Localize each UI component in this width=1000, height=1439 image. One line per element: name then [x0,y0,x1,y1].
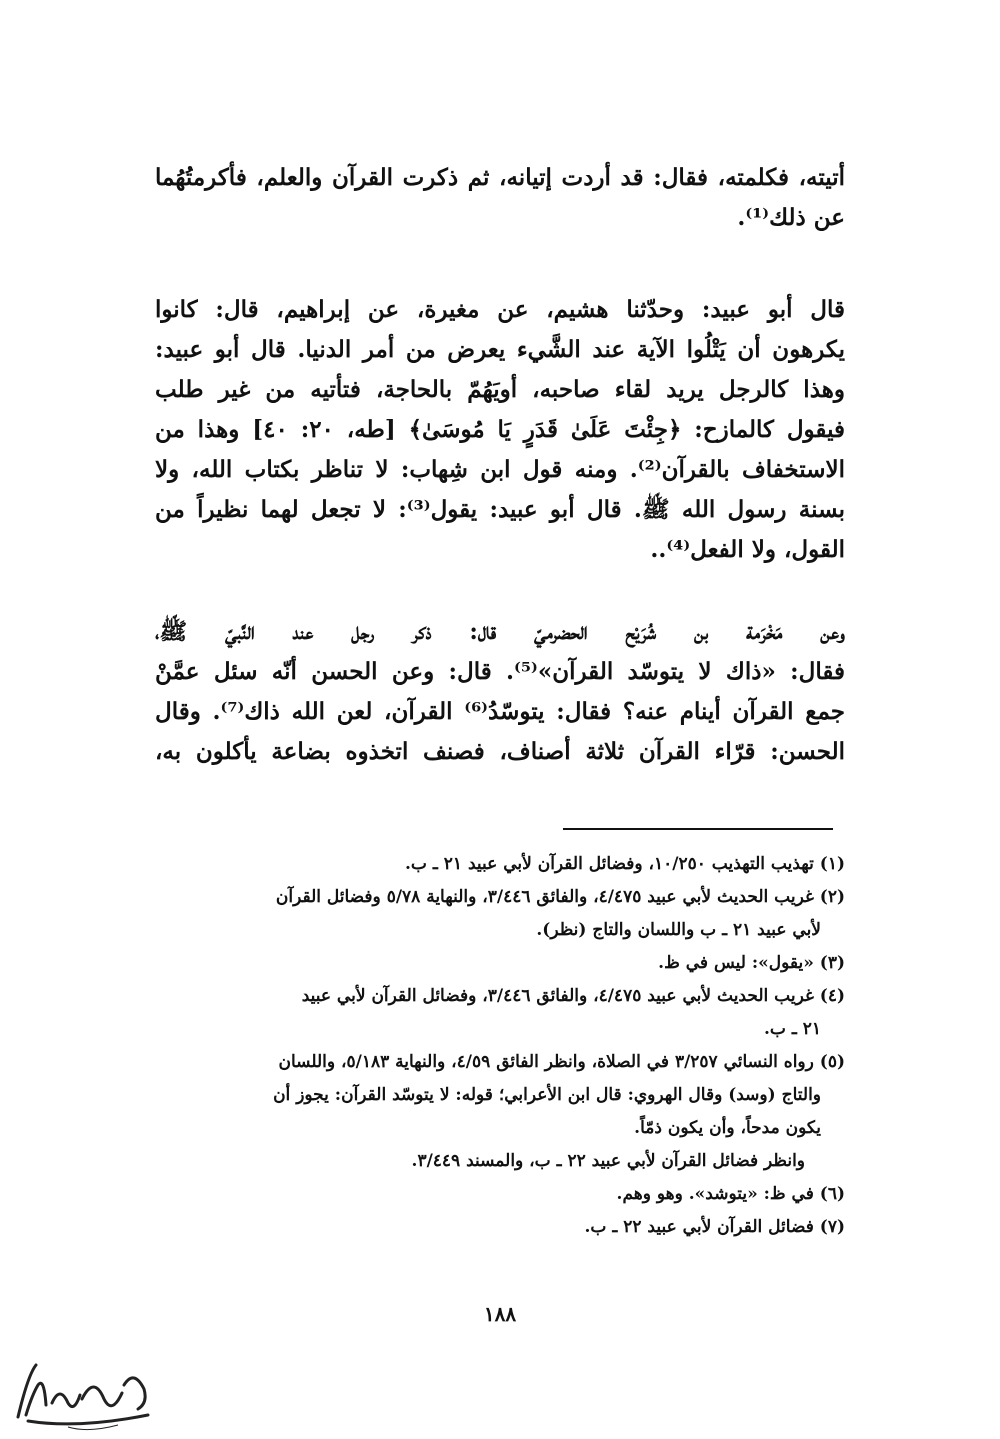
paragraph-3 [155,612,845,772]
text-line: فقال: «ذاك لا يتوسّد القرآن»⁽⁵⁾. قال: وعن الحسن أنّه سئل عمَّنْ [155,658,845,685]
text-line: فيقول كالمازح: ﴿جِئْتَ عَلَىٰ قَدَرٍ يَا مُوسَىٰ﴾ [طه، ٢٠: ٤٠] وهذا من [155,416,845,443]
text-line: وهذا كالرجل يريد لقاء صاحبه، أويَهُمّ بالحاجة، فتأتيه من غير طلب [155,376,845,403]
text-line: الاستخفاف بالقرآن⁽²⁾. ومنه قول ابن شِهاب: لا تناظر بكتاب الله، ولا [155,456,845,483]
text-line: قال أبو عبيد: وحدّثنا هشيم، عن مغيرة، عن إبراهيم، قال: كانوا [155,296,845,323]
text-line: جمع القرآن أينام عنه؟ فقال: يتوسّدُ⁽⁶⁾ القرآن، لعن الله ذاك⁽⁷⁾. وقال [155,698,845,725]
text-line: بسنة رسول الله ﷺ. قال أبو عبيد: يقول⁽³⁾: لا تجعل لهما نظيراً من [155,496,845,523]
text-line: القول، ولا الفعل⁽⁴⁾.. [650,536,845,563]
footnote-5-continued: والتاج (وسد) وقال الهروي: قال ابن الأعرابي؛ قوله: لا يتوسّد القرآن: يجوز أن [273,1085,821,1105]
text-line: الحسن: قرّاء القرآن ثلاثة أصناف، فصنف اتخذوه بضاعة يأكلون به، [155,738,845,765]
footnote-2: (٢) غريب الحديث لأبي عبيد ٤/٤٧٥، والفائق ٣/٤٤٦، والنهاية ٥/٧٨ وفضائل القرآن [275,887,845,907]
footnote-7: (٧) فضائل القرآن لأبي عبيد ٢٢ ـ ب. [584,1217,845,1237]
paragraph-2 [155,290,845,570]
footnote-4-continued: ٢١ ـ ب. [763,1019,821,1039]
footnote-6: (٦) في ظ: «يتوشد». وهو وهم. [616,1184,845,1204]
page-number: ١٨٨ [483,1302,517,1326]
footnote-4: (٤) غريب الحديث لأبي عبيد ٤/٤٧٥، والفائق ٣/٤٤٦، وفضائل القرآن لأبي عبيد [301,986,845,1006]
text-line: وعن مَخْرَمة بن شُرَيْح الحضرميّ قال: ذكر رجل عند النَّبيّ ﷺ، [155,618,845,645]
footnote-1: (١) تهذيب التهذيب ١٠/٢٥٠، وفضائل القرآن لأبي عبيد ٢١ ـ ب. [405,854,845,874]
paragraph-1 [155,158,845,238]
watermark-logo-icon [8,1355,158,1435]
footnote-5: (٥) رواه النسائي ٣/٢٥٧ في الصلاة، وانظر الفائق ٤/٥٩، والنهاية ٥/١٨٣، واللسان [278,1052,845,1072]
footnote-5-continued: وانظر فضائل القرآن لأبي عبيد ٢٢ ـ ب، والمسند ٣/٤٤٩. [411,1151,805,1171]
text-line: عن ذلك⁽¹⁾. [737,204,845,231]
text-line: يكرهون أن يَتْلُوا الآية عند الشَّيء يعرض من أمر الدنيا. قال أبو عبيد: [155,336,845,363]
footnote-2-continued: لأبي عبيد ٢١ ـ ب واللسان والتاج (نظر). [536,920,821,940]
footnote-3: (٣) «يقول»: ليس في ظ. [658,953,845,973]
text-line: أتيته، فكلمته، فقال: قد أردت إتيانه، ثم ذكرت القرآن والعلم، فأكرمتُهُما [155,164,845,191]
footnotes [155,848,845,1244]
footnote-divider [563,828,833,830]
footnote-5-continued: يكون مدحاً، وأن يكون ذمّاً. [634,1118,821,1138]
